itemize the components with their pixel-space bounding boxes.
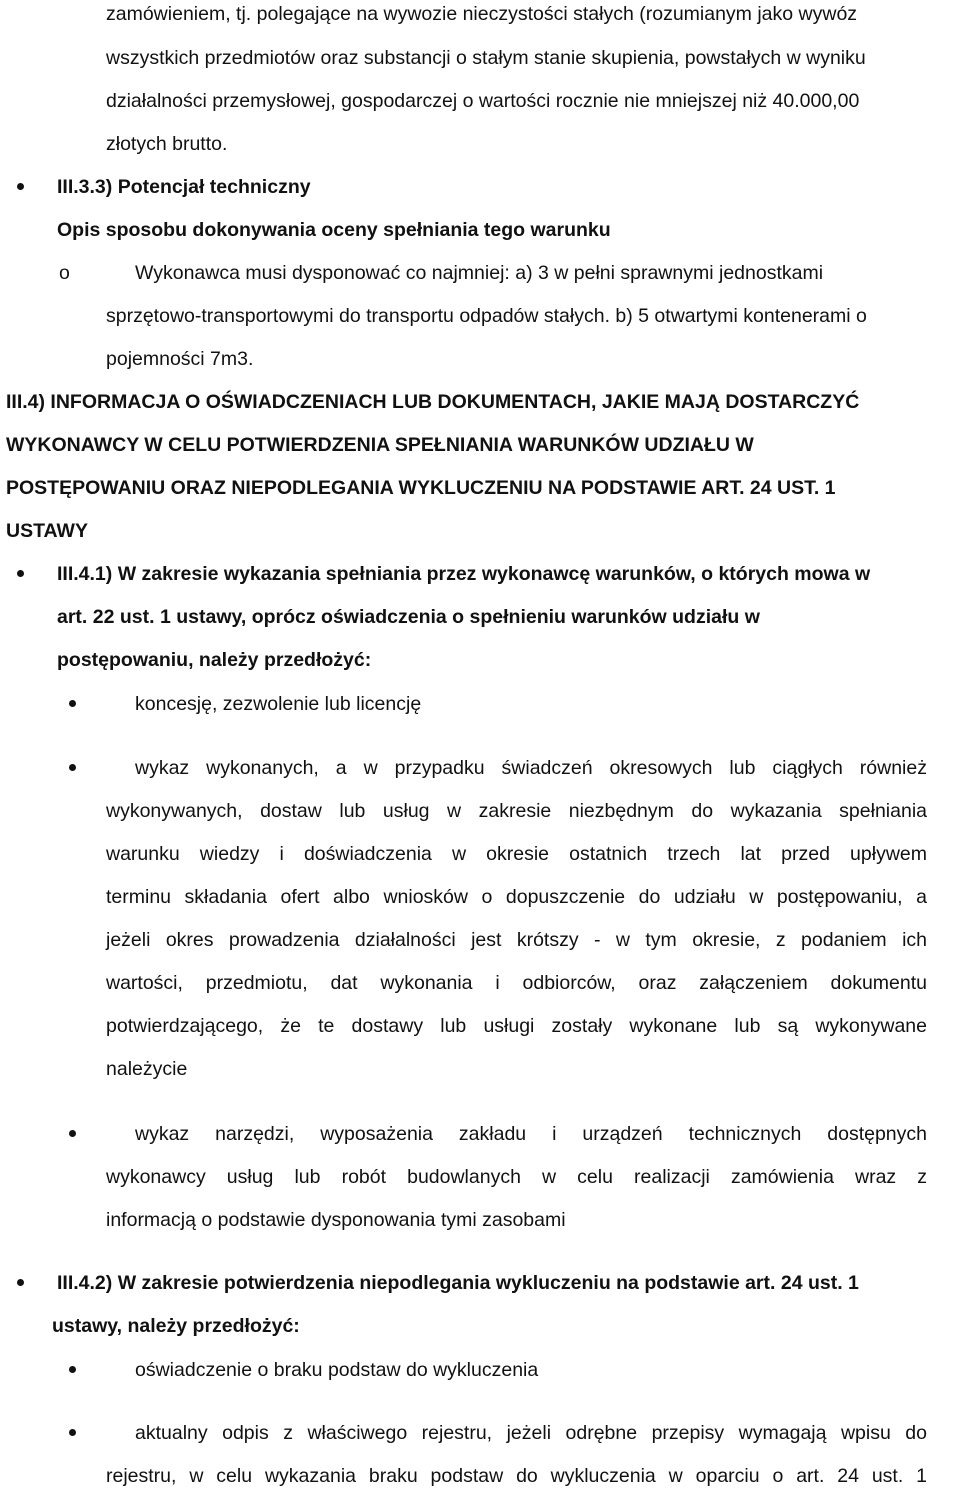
circle-bullet-icon: o <box>59 262 70 284</box>
bullet-icon <box>17 570 24 577</box>
intro-line-3: działalności przemysłowej, gospodarczej o wartości rocznie nie mniejszej niż 40.000,00 <box>106 90 860 112</box>
s333-line-2: sprzętowo-transportowymi do transportu odpadów stałych. b) 5 otwartymi kontenerami o <box>106 305 867 327</box>
s341-item-2-line-6: wartości, przedmiotu, dat wykonania i odbiorców, oraz załączeniem dokumentu <box>106 972 927 994</box>
bullet-icon <box>69 1429 76 1436</box>
s342-item-2-line-2: rejestru, w celu wykazania braku podstaw do wykluczenia w oparciu o art. 24 ust. 1 <box>106 1465 927 1487</box>
s333-line-3: pojemności 7m3. <box>106 348 254 370</box>
s341-item-2-line-1: wykaz wykonanych, a w przypadku świadczeń okresowych lub ciągłych również <box>135 757 927 779</box>
s342-item-2-line-1: aktualny odpis z właściwego rejestru, jeżeli odrębne przepisy wymagają wpisu do <box>135 1422 927 1444</box>
s34-line-1: III.4) INFORMACJA O OŚWIADCZENIACH LUB DOKUMENTACH, JAKIE MAJĄ DOSTARCZYĆ <box>6 391 860 413</box>
intro-line-2: wszystkich przedmiotów oraz substancji o stałym stanie skupienia, powstałych w wyniku <box>106 47 866 69</box>
s342-line-1: III.4.2) W zakresie potwierdzenia niepodlegania wykluczeniu na podstawie art. 24 ust. 1 <box>57 1272 859 1294</box>
bullet-icon <box>69 764 76 771</box>
bullet-icon <box>69 1366 76 1373</box>
intro-line-4: złotych brutto. <box>106 133 228 155</box>
s341-item-3-line-1: wykaz narzędzi, wyposażenia zakładu i urządzeń technicznych dostępnych <box>135 1123 927 1145</box>
s341-line-2: art. 22 ust. 1 ustawy, oprócz oświadczenia o spełnieniu warunków udziału w <box>57 606 760 628</box>
bullet-icon <box>17 1279 24 1286</box>
bullet-icon <box>69 1130 76 1137</box>
intro-line-1: zamówieniem, tj. polegające na wywozie nieczystości stałych (rozumianym jako wywóz <box>106 3 858 25</box>
s34-line-3: POSTĘPOWANIU ORAZ NIEPODLEGANIA WYKLUCZENIU NA PODSTAWIE ART. 24 UST. 1 <box>6 477 836 499</box>
s341-item-2-line-5: jeżeli okres prowadzenia działalności jest krótszy - w tym okresie, z podaniem ich <box>106 929 927 951</box>
s341-item-3-line-2: wykonawcy usług lub robót budowlanych w celu realizacji zamówienia wraz z <box>106 1166 927 1188</box>
s342-item-1: oświadczenie o braku podstaw do wykluczenia <box>135 1359 539 1381</box>
section-heading-iii-3-3: III.3.3) Potencjał techniczny <box>57 176 311 198</box>
s342-line-2: ustawy, należy przedłożyć: <box>52 1315 300 1337</box>
s341-item-2-line-3: warunku wiedzy i doświadczenia w okresie ostatnich trzech lat przed upływem <box>106 843 927 865</box>
s341-item-2-line-8: należycie <box>106 1058 188 1080</box>
s341-item-1: koncesję, zezwolenie lub licencję <box>135 693 422 715</box>
s34-line-2: WYKONAWCY W CELU POTWIERDZENIA SPEŁNIANIA WARUNKÓW UDZIAŁU W <box>6 434 754 456</box>
s34-line-4: USTAWY <box>6 520 88 542</box>
s341-line-1: III.4.1) W zakresie wykazania spełniania przez wykonawcę warunków, o których mowa w <box>57 563 871 585</box>
s341-item-2-line-4: terminu składania ofert albo wniosków o dopuszczenie do udziału w postępowaniu, a <box>106 886 927 908</box>
s341-item-2-line-7: potwierdzającego, że te dostawy lub usługi zostały wykonane lub są wykonywane <box>106 1015 927 1037</box>
s341-line-3: postępowaniu, należy przedłożyć: <box>57 649 372 671</box>
s333-line-1: Wykonawca musi dysponować co najmniej: a) 3 w pełni sprawnymi jednostkami <box>135 262 824 284</box>
bullet-icon <box>17 183 24 190</box>
s341-item-3-line-3: informacją o podstawie dysponowania tymi zasobami <box>106 1209 566 1231</box>
bullet-icon <box>69 700 76 707</box>
s341-item-2-line-2: wykonywanych, dostaw lub usług w zakresie niezbędnym do wykazania spełniania <box>106 800 927 822</box>
section-subheading: Opis sposobu dokonywania oceny spełniania tego warunku <box>57 219 611 241</box>
